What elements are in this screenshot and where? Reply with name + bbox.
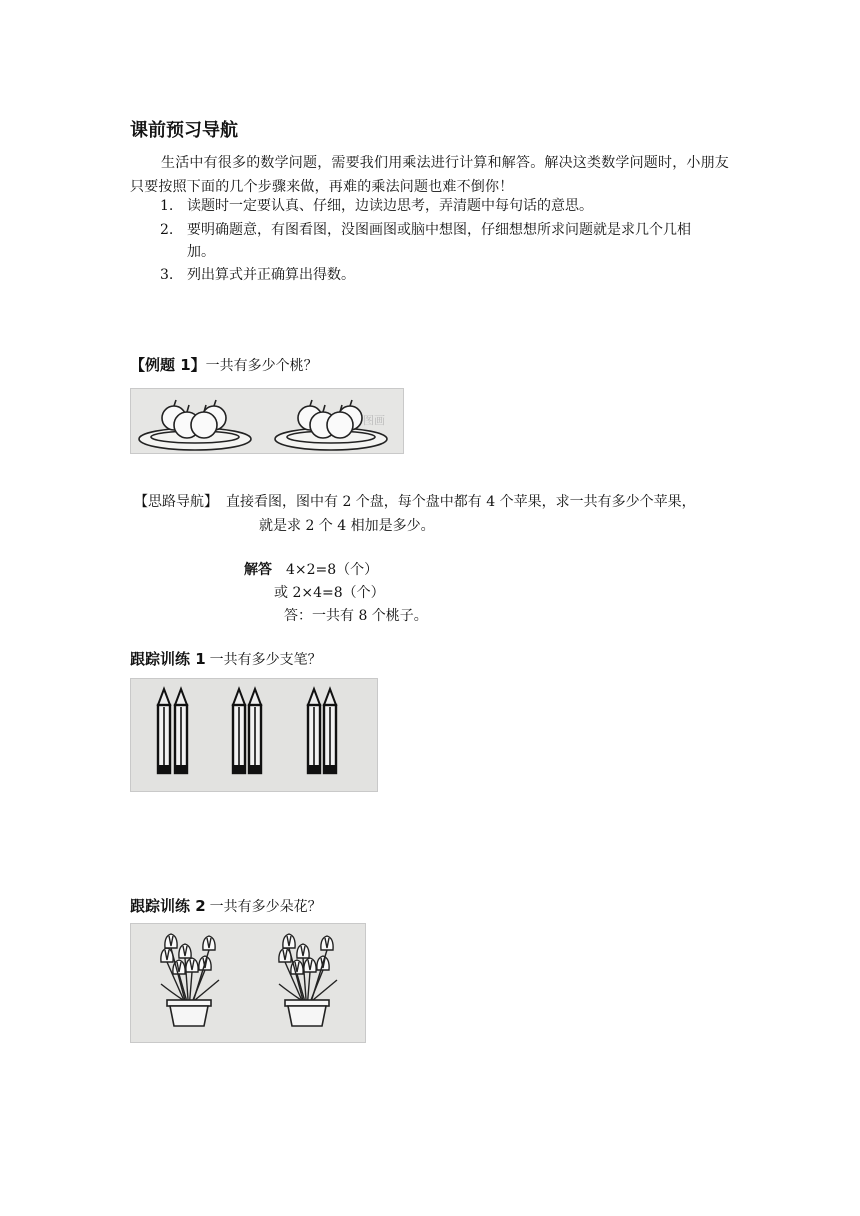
pencil-icon [324, 689, 336, 773]
watermark: 图画 [363, 414, 385, 427]
step-2 [160, 219, 691, 239]
step-1 [160, 195, 593, 215]
pencil-icon [249, 689, 261, 773]
flower-pots-picture [130, 923, 366, 1043]
hint-text-1: 直接看图，图中有 2 个盘，每个盘中都有 4 个苹果，求一共有多少个苹果， [226, 494, 696, 510]
step-text: 列出算式并正确算出得数。 [187, 267, 355, 283]
flower-pot-icon [279, 934, 337, 1026]
step-2-continued: 加。 [187, 244, 215, 260]
practice-question: 一共有多少朵花？ [209, 899, 322, 915]
example-label: 【例题 1】 [130, 356, 206, 374]
hint-label: 【思路导航】 [134, 494, 218, 510]
pencil-icon [158, 689, 170, 773]
step-number: 3. [160, 267, 174, 283]
answer-equation-1: 4×2=8（个） [286, 562, 379, 578]
hint-line-2: 就是求 2 个 4 相加是多少。 [259, 518, 435, 534]
pencils-picture [130, 678, 378, 792]
answer-conclusion: 答：一共有 8 个桃子。 [284, 608, 428, 624]
hint-line-1 [134, 491, 696, 511]
practice-question: 一共有多少支笔？ [209, 652, 322, 668]
step-text: 要明确题意，有图看图，没图画图或脑中想图，仔细想想所求问题就是求几个几相 [187, 222, 691, 238]
pencil-icon [308, 689, 320, 773]
step-number: 2. [160, 222, 174, 238]
flower-pot-icon [161, 934, 219, 1026]
step-3 [160, 264, 355, 284]
example-question: 一共有多少个桃？ [205, 358, 318, 374]
step-number: 1. [160, 198, 174, 214]
section-title: 课前预习导航 [130, 120, 238, 141]
practice-2-heading [130, 895, 322, 916]
example-1-heading [130, 354, 318, 375]
pencil-icon [175, 689, 187, 773]
answer-line-1 [244, 559, 378, 579]
practice-label: 跟踪训练 1 [130, 650, 206, 668]
intro-paragraph: 生活中有很多的数学问题，需要我们用乘法进行计算和解答。解决这类数学问题时，小朋友只要按照下面的几个步骤来做，再难的乘法问题也难不倒你！ [130, 155, 729, 195]
answer-label: 解答 [244, 562, 272, 578]
apples-on-plates-picture [130, 388, 404, 454]
practice-label: 跟踪训练 2 [130, 897, 206, 915]
pencil-icon [233, 689, 245, 773]
answer-equation-2: 或 2×4=8（个） [274, 585, 385, 601]
step-text: 读题时一定要认真、仔细，边读边思考，弄清题中每句话的意思。 [187, 198, 593, 214]
practice-1-heading [130, 648, 322, 669]
